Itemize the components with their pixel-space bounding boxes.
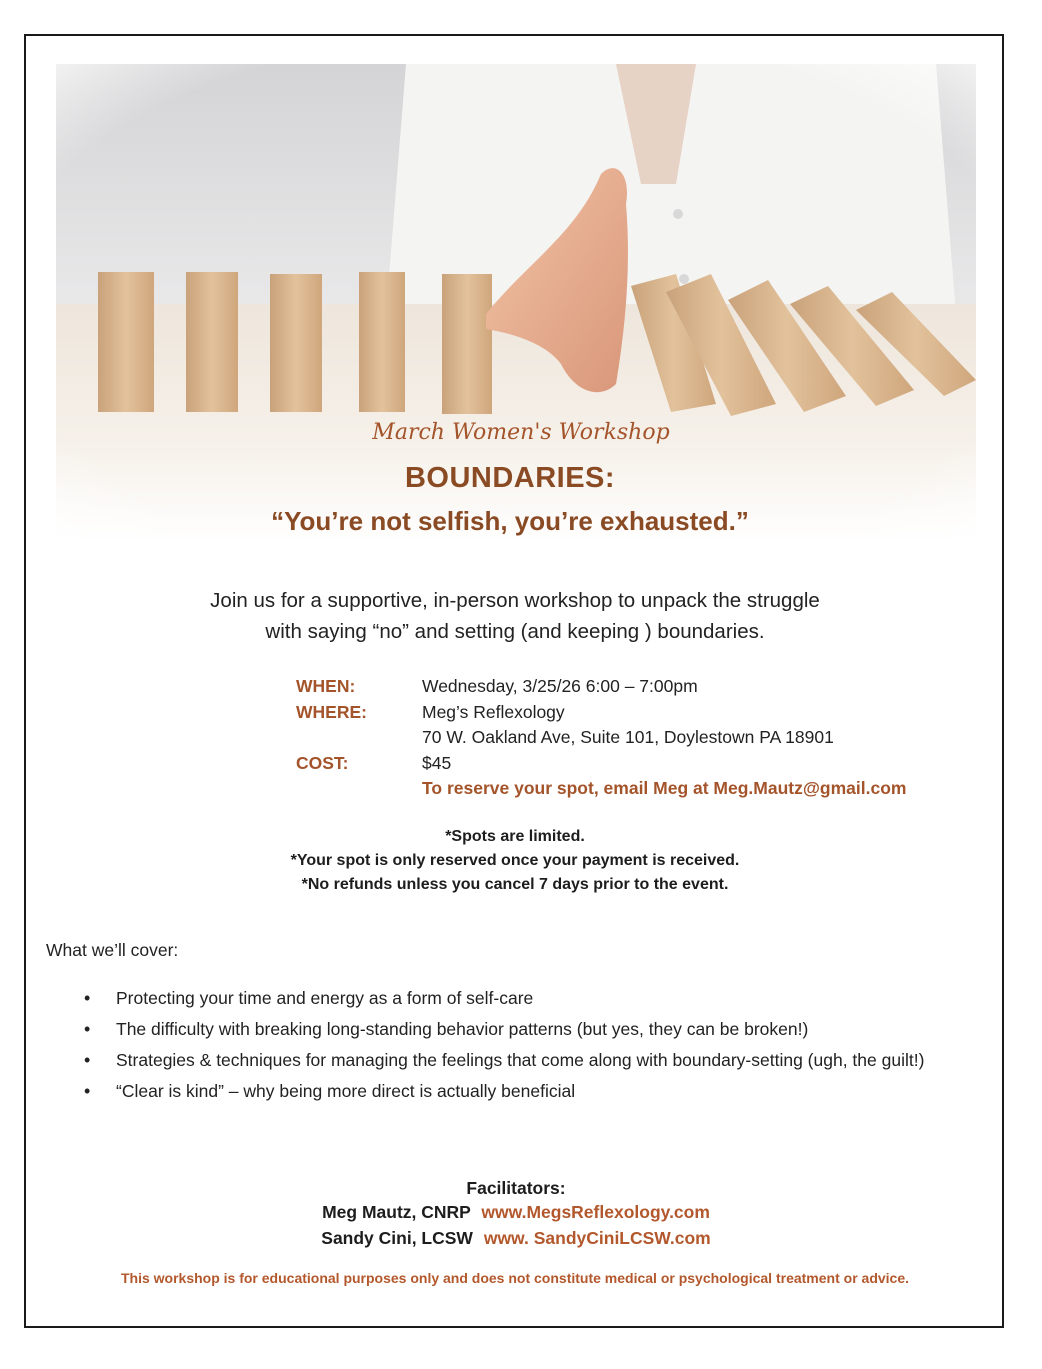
when-value: Wednesday, 3/25/26 6:00 – 7:00pm <box>422 676 698 696</box>
list-item: • “Clear is kind” – why being more direct is actually beneficial <box>84 1076 994 1106</box>
where-value-address: 70 W. Oakland Ave, Suite 101, Doylestown PA 18901 <box>422 727 834 747</box>
intro-text <box>0 585 1030 647</box>
headline-quote: “You’re not selfish, you’re exhausted.” <box>271 506 749 536</box>
facilitators-heading: Facilitators: <box>466 1178 566 1198</box>
facilitator-row <box>0 1202 1032 1223</box>
note-refunds: *No refunds unless you cancel 7 days prior to the event. <box>301 876 729 893</box>
cover-list <box>84 983 994 1107</box>
policy-notes <box>0 825 1030 897</box>
disclaimer: This workshop is for educational purposes only and does not constitute medical or psychological treatment or advice. <box>120 1270 910 1286</box>
facilitator-name: Sandy Cini, LCSW <box>321 1228 473 1248</box>
workshop-subtitle: March Women's Workshop <box>372 420 670 445</box>
note-spots-limited: *Spots are limited. <box>445 828 585 845</box>
page-title: BOUNDARIES: <box>404 462 616 494</box>
cover-heading: What we’ll cover: <box>46 940 179 960</box>
facilitator-name: Meg Mautz, CNRP <box>322 1202 471 1222</box>
event-details <box>296 674 907 802</box>
facilitator-website-link[interactable]: www.MegsReflexology.com <box>481 1202 710 1222</box>
cost-value: $45 <box>422 752 452 773</box>
intro-line-2: with saying “no” and setting (and keeping ) boundaries. <box>265 620 765 643</box>
intro-line-1: Join us for a supportive, in-person workshop to unpack the struggle <box>210 589 820 612</box>
facilitator-website-link[interactable]: www. SandyCiniLCSW.com <box>483 1228 711 1248</box>
list-item: • Protecting your time and energy as a form of self-care <box>84 983 994 1013</box>
bullet-icon: • <box>84 988 91 1008</box>
list-item: • Strategies & techniques for managing the feelings that come along with boundary-setting (ugh, the guilt!) <box>84 1045 994 1075</box>
facilitator-row <box>0 1228 1032 1249</box>
when-label: WHEN: <box>296 676 356 696</box>
bullet-icon: • <box>84 1050 91 1070</box>
note-payment: *Your spot is only reserved once your payment is received. <box>290 852 740 869</box>
where-value-venue: Meg’s Reflexology <box>422 701 565 722</box>
list-item: • The difficulty with breaking long-standing behavior patterns (but yes, they can be broken!) <box>84 1014 994 1044</box>
where-label: WHERE: <box>296 701 367 722</box>
bullet-icon: • <box>84 1019 91 1039</box>
bullet-icon: • <box>84 1081 91 1101</box>
reserve-email-text[interactable]: To reserve your spot, email Meg at Meg.Mautz@gmail.com <box>422 778 907 798</box>
cost-label: COST: <box>296 752 349 773</box>
